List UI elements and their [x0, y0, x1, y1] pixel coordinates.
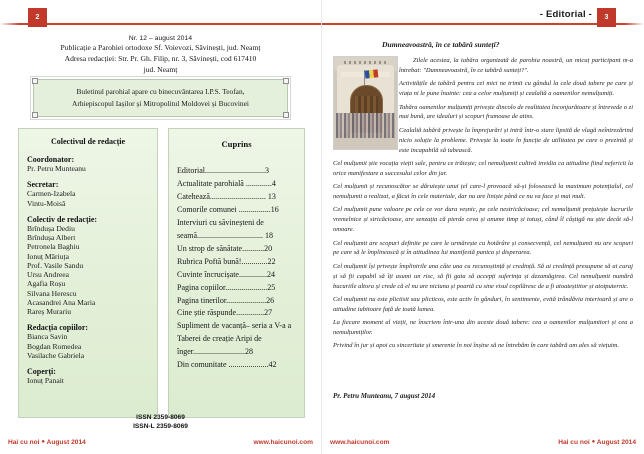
toc-item[interactable] [177, 217, 296, 243]
toc-item-dots: ........... [242, 243, 265, 253]
toc-item-dots: ................ [238, 204, 271, 214]
board-member: Vintu-Moisă [27, 198, 66, 208]
issn-line-1: ISSN 2359-8069 [136, 413, 185, 421]
article-paragraph: Cel mulțumit pune valoare pe cele ce vor dura veșnic, pe cele nestricăcioase; cel nemulțumit prețuiește lucrurile vremelnice și stricăcioase, are senzația că pierde ceva și anume timp și totuși, când îl câștigă nu știe decât să-l omoare. [333, 206, 633, 234]
toc-item-page: 16 [270, 204, 279, 214]
right-page [322, 0, 644, 454]
footer-url-right[interactable]: www.haicunoi.com [330, 439, 390, 446]
toc-item[interactable] [177, 307, 296, 320]
toc-item-page: 4 [271, 178, 276, 188]
board-member: Silvana Herescu [27, 288, 77, 298]
toc-item[interactable] [177, 204, 296, 217]
toc-item-label: Editorial [177, 166, 205, 175]
article-paragraph: Cel mulțumit și recunoscător se dăruiește unui țel care-l provoacă să-și folosească la maximum potențialul, cel nemulțumit a realizat, a făcut în cele materiale, dar nu are liniște până ce nu va face și mai mult. [333, 183, 633, 200]
resize-handle-top-left[interactable] [32, 78, 38, 84]
board-member: Carmen-Izabela [27, 189, 76, 199]
toc-item[interactable] [177, 359, 296, 372]
board-role: Secretar: [27, 180, 59, 190]
toc-item-label: Cine știe răspunde [177, 308, 237, 318]
toc-item-label: Din comunitate [177, 360, 229, 370]
toc-item-dots: .............. [238, 269, 267, 279]
issn-block [0, 413, 321, 432]
toc-item[interactable] [177, 295, 296, 308]
toc-item[interactable] [177, 282, 296, 295]
section-title: - Editorial - [539, 9, 592, 20]
toc-item-dots: .......................... [193, 347, 245, 357]
toc-item-page: 13 [265, 191, 276, 201]
toc-item-page: 42 [268, 360, 277, 370]
article-paragraph: Activitățile de tabără pentru cei mici ne trimit cu gândul la cele două tabere pe care și viața ni le pune înainte: cea a celor mulțumiți și cealaltă a oamenilor nemulțumiți. [399, 80, 633, 98]
blessing-line-2: Arhiepiscopul Iașilor și Mitropolitul Moldovei și Bucovinei [72, 99, 249, 108]
toc-item-page: 24 [266, 269, 275, 279]
article-paragraph: Cel mulțumit își privește împlinirile una câte una cu recunoștință și credință. Să ai credință presupune să ai curaj și să fii capabil să îți asumi un risc, să fii gata să accepți suferința și dezamăgirea. Cel nemulțumit numără bucuriile altora și crede că el nu are niciuna și poartă cu sine visul copilăresc de a fi atoateștiitor și atotputernic. [333, 262, 633, 290]
bullet-icon: ● [41, 439, 45, 445]
toc-item-page: 22 [267, 256, 276, 266]
board-member: Ursu Andreea [27, 270, 69, 279]
article-paragraph: Zilele acestea, la tabăra organizată de parohia noastră, un micuț participant m-a întrebat: "Dumneavoastră, în ce tabără sunteți?". [399, 57, 633, 74]
toc-item-label: Interviuri cu săvineșteni de seamă [177, 217, 264, 240]
toc-item-dots: ................................. [197, 230, 263, 240]
toc-item[interactable] [177, 256, 296, 269]
page-number-right: 3 [597, 8, 616, 27]
board-role: Coordonator: [27, 155, 75, 164]
editorial-board-title: Colectivul de redacție [50, 137, 126, 146]
toc-item-dots: .................... [226, 295, 267, 305]
editorial-board-groups [27, 155, 149, 385]
header-rule-right [322, 23, 644, 25]
toc-item-page: 20 [264, 243, 273, 253]
toc-item[interactable] [177, 320, 296, 359]
toc-item-label: Catehează [177, 191, 210, 201]
toc-item-page: 25 [267, 282, 276, 292]
board-member: Petronela Baghiu [27, 242, 80, 252]
masthead-publisher: Publicație a Parohiei ortodoxe Sf. Voievozi, Săvinești, jud. Neamț [60, 43, 261, 53]
toc-item-label: Actualitate parohială [177, 178, 246, 188]
board-member: Pr. Petru Munteanu [27, 164, 86, 173]
article-signature: Pr. Petru Munteanu, 7 august 2014 [333, 392, 436, 400]
toc-item-label: Pagina tinerilor [177, 295, 227, 305]
masthead-county: jud. Neamț [143, 64, 178, 74]
toc-list [177, 165, 296, 372]
board-member: Brîndușa Dediu [27, 223, 75, 233]
footer-brand-left [8, 439, 86, 446]
toc-item[interactable] [177, 243, 296, 256]
board-member: Ionuț Măriuța [27, 251, 69, 261]
article-paragraph: Cel mulțumit are scopuri definite pe care le urmărește cu hotărâre și consecvență, cel nemulțumit nu are scopuri pe care să le împlinească și în atitudinea lui manifestă panica și disperarea. [333, 239, 633, 257]
issn-line-2: ISSN-L 2359-8069 [133, 423, 188, 431]
page-number-left: 2 [28, 8, 47, 27]
editorial-board-box [18, 128, 158, 418]
toc-item-label: Rubrica Poftă bună! [177, 256, 242, 266]
board-member: Prof. Vasile Sandu [27, 260, 84, 270]
toc-item-label: Un strop de sănătate [177, 243, 243, 253]
toc-item[interactable] [177, 269, 296, 282]
toc-item-dots: .............................. [205, 166, 265, 175]
toc-item-label: Supliment de vacanță– seria a V-a a Taberei de creație Aripi de înger [177, 321, 292, 357]
toc-item-page: 27 [264, 308, 273, 318]
toc-item-label: Comorile comunei [177, 204, 239, 214]
board-member: Bogdan Romedea [27, 341, 82, 351]
board-member: Agafia Roșu [27, 279, 66, 289]
article-body [333, 56, 633, 355]
toc-item-page: 3 [265, 166, 269, 175]
toc-item[interactable] [177, 165, 296, 178]
article-paragraph: Tabăra oamenilor mulțumiți privește dincolo de realitatea înconjurătoare și întrevede o zi mai bună, are idealuri și scopuri frumoase de atins. [399, 103, 633, 121]
toc-item-dots: .............. [236, 308, 265, 318]
article-paragraph: Privind în jur și apoi cu sinceritate și smerenie în noi înșine să ne întrebăm în care tabără am ales să viețuim. [333, 342, 619, 350]
toc-item-dots: ............. [241, 256, 268, 266]
photo-text-wrap [333, 56, 399, 150]
toc-item[interactable] [177, 191, 296, 204]
board-member: Vasilache Gabriela [27, 350, 85, 360]
resize-handle-top-right[interactable] [283, 78, 289, 84]
toc-item-dots: ............................ [209, 191, 266, 201]
article-paragraph: Cel mulțumit nu este plictisit sau plicticos, este activ în gânduri, în sentimente, evită trândăvia interioară și are o atitudine iubitoare față de toată lumea. [333, 295, 633, 313]
article-paragraph: Cealaltă tabără privește la împrejurări și intră într-o stare lipsită de vlagă neîntrezărind nicio soluție la probleme. Privește la toate în funcție de utilitatea pe care o prezintă și este incapabilă să iubească. [399, 126, 633, 154]
board-member: Brîndușa Albert [27, 233, 76, 242]
toc-item[interactable] [177, 178, 296, 191]
board-role: Colectiv de redacție: [27, 214, 98, 224]
board-member: Ionuț Panait [27, 376, 64, 385]
masthead [14, 34, 307, 76]
footer-date-right: August 2014 [596, 439, 636, 446]
footer-brand-right [558, 439, 636, 446]
toc-title: Cuprins [221, 139, 252, 149]
toc-item-page: 26 [266, 295, 275, 305]
resize-handle-bottom-right[interactable] [283, 112, 289, 118]
footer-date-left: August 2014 [46, 439, 86, 446]
bullet-icon: ● [591, 439, 596, 445]
resize-handle-bottom-left[interactable] [32, 112, 38, 118]
toc-item-page: 28 [245, 347, 253, 357]
footer-brand-text-right: Hai cu noi [558, 439, 590, 446]
toc-item-page: 18 [263, 230, 273, 240]
board-member: Rareș Murariu [27, 307, 72, 316]
masthead-address: Adresa redacției: Str. Pr. Gh. Filip, nr. 3, Săvinești, cod 617410 [64, 54, 257, 64]
header-rule-left [0, 23, 321, 25]
toc-item-dots: ..................... [225, 282, 268, 292]
article-paragraph: La fiecare moment al vieții, ne înscriem într-una din aceste două tabere: cea a oamenilor mulțumitori și cea a nemulțumiților. [333, 319, 633, 336]
toc-box [168, 128, 305, 418]
footer-left-page [0, 439, 321, 451]
article-paragraph: Cel mulțumit știe vocația vieții sale, pentru ce trăiește; cel nemulțumit cultivă invidia ca atitudine fiind nefericit la orice manifestare a succesului celor din jur. [333, 159, 633, 177]
masthead-issue: Nr. 12 – august 2014 [128, 35, 193, 42]
toc-item-label: Cuvinte încrucișate [177, 269, 239, 279]
toc-item-dots: .................... [228, 360, 269, 370]
blessing-box [33, 79, 288, 117]
footer-brand-text-left: Hai cu noi [8, 439, 40, 446]
board-member: Acasandrei Ana Maria [27, 297, 96, 307]
blessing-line-1: Buletinul parohial apare cu binecuvântarea I.P.S. Teofan, [76, 87, 245, 97]
board-member: Bianca Savin [27, 332, 68, 342]
footer-url-left[interactable]: www.haicunoi.com [253, 439, 313, 446]
board-role: Redacția copiilor: [27, 323, 89, 333]
footer-right-page [322, 439, 644, 451]
toc-item-dots: ............. [245, 178, 272, 188]
toc-item-label: Pagina copiilor [177, 282, 226, 292]
board-role: Coperți: [27, 367, 56, 376]
article-title: Dumneavoastră, în ce tabără sunteți? [382, 40, 500, 49]
left-columns [18, 128, 305, 418]
